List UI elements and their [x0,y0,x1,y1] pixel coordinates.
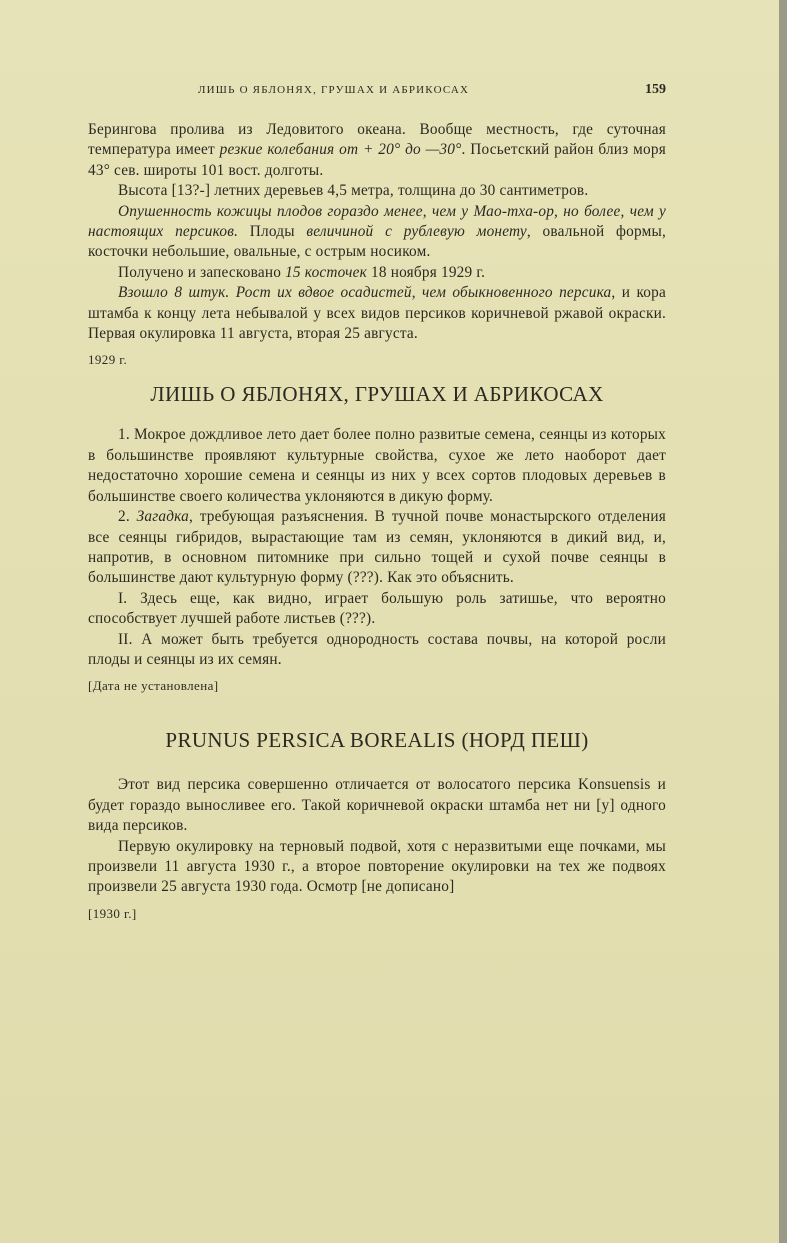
italic-text: Опушенность кожицы плодов гораздо менее, чем у Мао-тха-ор, но более, чем у настоящих персиков. [88,202,666,241]
section-title: PRUNUS PERSICA BOREALIS (НОРД ПЕШ) [165,728,589,753]
section-title: ЛИШЬ О ЯБЛОНЯХ, ГРУШАХ И АБРИКОСАХ [150,382,604,407]
paragraph [88,283,666,344]
paragraph [88,507,666,589]
italic-text: Загадка [136,508,189,526]
italic-text: Взошло 8 штук. Рост их вдвое осадистей, чем обыкновенного персика [118,284,612,302]
text: Плоды [238,223,307,241]
paragraph [88,202,666,263]
date-note: [1930 г.] [88,905,137,921]
paragraph: Первую окулировку на терновый подвой, хотя с неразвитыми еще почками, мы произвели 11 августа 1930 г., а второе повторение окулировки на тех же подвоях произвели 25 августа 1930 года. Осмотр [не дописано] [88,837,666,896]
page-header [88,82,666,102]
date-note: 1929 г. [88,352,128,368]
paragraph: 1. Мокрое дождливое лето дает более полно развитые семена, сеянцы из которых в большинстве проявляют культурные свойства, сухое же лето наоборот дает недостаточно хорошие семена и сеянцы из них у всех сортов плодовых деревьев в большинстве своего количества уклоняются в дикую форму. [88,426,666,505]
page-edge [779,0,787,1243]
text: 2. [118,508,137,526]
italic-text: резкие колебания от + 20° до —30° [219,141,462,159]
paragraph: I. Здесь еще, как видно, играет большую роль затишье, что вероятно способствует лучшей работе листьев (???). [88,589,666,628]
text: Берингова пролива из Ледовитого океана. Вообще местность, где суточная температура имеет [88,121,666,159]
text: . Посьетский район близ моря 43° сев. широты 101 вост. долготы. [88,141,666,179]
italic-text: величиной с рублевую монету [306,223,527,241]
italic-text: 15 косточек [285,263,367,281]
text: 18 ноября 1929 г. [366,263,486,281]
paragraph: Высота [13?-] летних деревьев 4,5 метра, толщина до 30 сантиметров. [118,182,589,200]
paragraph [88,120,666,181]
page-number: 159 [645,82,666,97]
text: Получено и запесковано [118,263,286,281]
paragraph: II. А может быть требуется однородность состава почвы, на которой росли плоды и сеянцы из их семян. [88,630,666,668]
text: , требующая разъяснения. В тучной почве монастырского отделения все сеянцы гибридов, вырастающие там из семян, уклоняются в дикий вид, и, напротив, в основном питомнике при сильно тощей и сухой почве сеянцы в большинстве дают культурную форму (???). Как это объяснить. [88,508,666,587]
page-content [88,120,666,922]
date-note: [Дата не установлена] [88,678,219,694]
text: , овальной формы, косточки небольшие, овальные, с острым носиком. [88,223,667,261]
paragraph [88,263,666,283]
running-title: ЛИШЬ О ЯБЛОНЯХ, ГРУШАХ И АБРИКОСАХ [198,84,470,96]
text: , и кора штамба к концу лета небывалой у всех видов персиков коричневой ржавой окраски. Первая окулировка 11 августа, вторая 25 августа. [88,284,666,343]
paragraph: Этот вид персика совершенно отличается от волосатого персика Konsuensis и будет гораздо выносливее его. Такой коричневой окраски штамба нет ни [у] одного вида персиков. [88,776,666,835]
